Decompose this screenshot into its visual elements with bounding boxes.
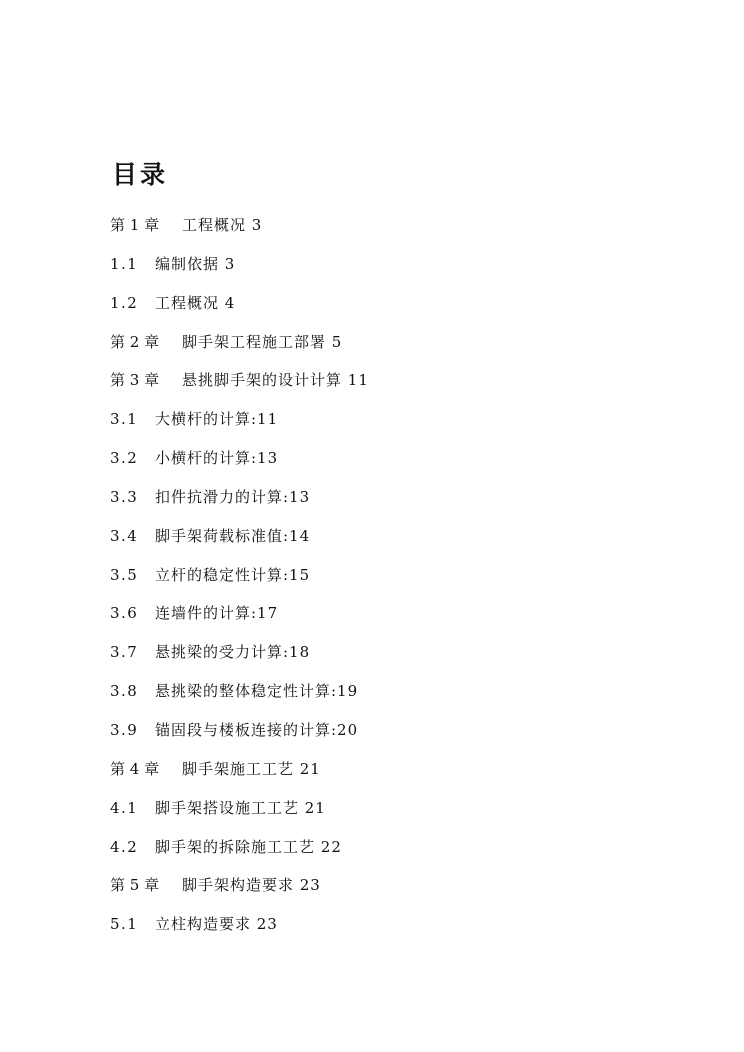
toc-entry[interactable] — [110, 870, 369, 909]
toc-entry-text: 脚手架荷载标准值:14 — [155, 526, 311, 545]
toc-entry-text: 立杆的稳定性计算:15 — [155, 565, 311, 584]
toc-entry-text: 扣件抗滑力的计算:13 — [155, 487, 311, 506]
toc-title: 目录 — [112, 160, 169, 189]
toc-entry-number: 第 3 章 — [110, 371, 160, 390]
toc-entry-number: 3.8 — [110, 682, 139, 701]
toc-entry[interactable] — [110, 909, 369, 948]
toc-entry-text: 工程概况 4 — [155, 293, 236, 312]
toc-entry-text: 小横杆的计算:13 — [155, 449, 279, 468]
toc-entry-number: 4.1 — [110, 798, 139, 817]
toc-entry-number: 第 1 章 — [110, 216, 160, 234]
toc-entry-number: 5.1 — [110, 915, 139, 934]
toc-entry-number: 1.1 — [110, 254, 139, 273]
toc-entry[interactable] — [110, 210, 369, 249]
toc-entry[interactable] — [110, 482, 369, 521]
toc-entry-number: 4.2 — [110, 837, 139, 856]
toc-entry-text: 悬挑脚手架的设计计算 11 — [182, 371, 369, 390]
toc-entry[interactable] — [110, 521, 369, 560]
toc-entry-number: 3.4 — [110, 526, 139, 545]
toc-entry-number: 3.9 — [110, 720, 139, 739]
toc-entry[interactable] — [110, 288, 369, 327]
toc-entry-text: 工程概况 3 — [182, 216, 263, 234]
toc-entry-text: 悬挑梁的整体稳定性计算:19 — [155, 682, 359, 701]
toc-entry-number: 第 2 章 — [110, 332, 160, 351]
toc-list — [110, 210, 369, 948]
toc-entry[interactable] — [110, 443, 369, 482]
toc-entry[interactable] — [110, 793, 369, 832]
toc-entry[interactable] — [110, 365, 369, 404]
toc-entry-number: 1.2 — [110, 293, 139, 312]
toc-entry-text: 悬挑梁的受力计算:18 — [155, 643, 311, 662]
toc-entry-number: 3.3 — [110, 487, 139, 506]
toc-entry-number: 3.5 — [110, 565, 139, 584]
toc-entry-text: 编制依据 3 — [155, 254, 236, 273]
toc-entry-text: 连墙件的计算:17 — [155, 604, 279, 623]
toc-entry[interactable] — [110, 560, 369, 599]
toc-entry-text: 立柱构造要求 23 — [155, 915, 278, 934]
toc-entry-number: 第 5 章 — [110, 876, 160, 895]
toc-entry[interactable] — [110, 598, 369, 637]
toc-entry[interactable] — [110, 637, 369, 676]
toc-entry-text: 大横杆的计算:11 — [155, 410, 279, 429]
toc-entry[interactable] — [110, 404, 369, 443]
toc-entry-text: 脚手架的拆除施工工艺 22 — [155, 837, 342, 856]
toc-entry-number: 第 4 章 — [110, 759, 160, 778]
toc-entry-number: 3.7 — [110, 643, 139, 662]
toc-entry[interactable] — [110, 754, 369, 793]
toc-entry-text: 脚手架构造要求 23 — [182, 876, 321, 895]
toc-entry-number: 3.2 — [110, 449, 139, 468]
toc-entry-number: 3.1 — [110, 410, 139, 429]
toc-entry-number: 3.6 — [110, 604, 139, 623]
toc-entry[interactable] — [110, 327, 369, 366]
toc-entry-text: 脚手架工程施工部署 5 — [182, 332, 343, 351]
toc-entry[interactable] — [110, 249, 369, 288]
toc-entry[interactable] — [110, 676, 369, 715]
toc-entry-text: 锚固段与楼板连接的计算:20 — [155, 720, 359, 739]
toc-entry[interactable] — [110, 832, 369, 871]
toc-entry-text: 脚手架搭设施工工艺 21 — [155, 798, 326, 817]
toc-entry-text: 脚手架施工工艺 21 — [182, 759, 321, 778]
toc-entry[interactable] — [110, 715, 369, 754]
